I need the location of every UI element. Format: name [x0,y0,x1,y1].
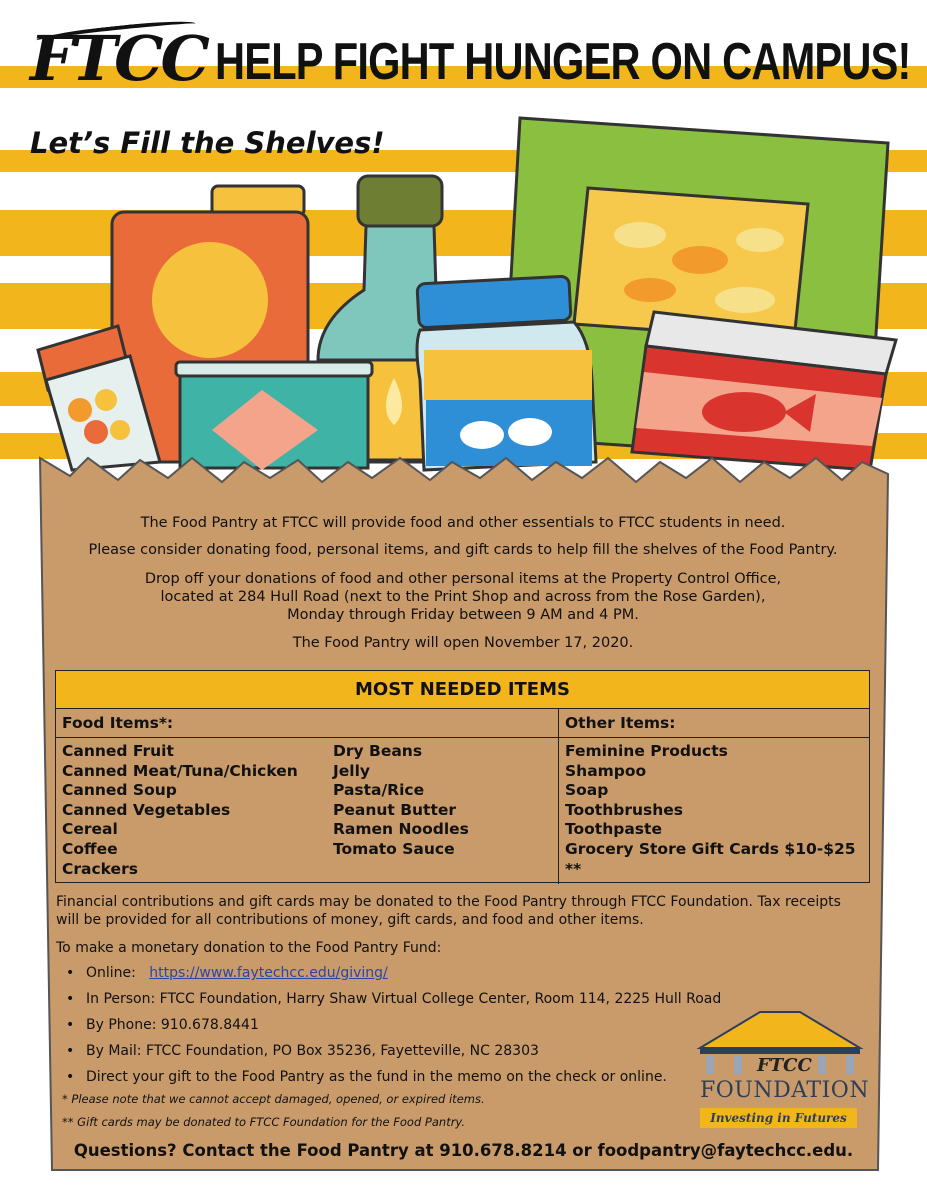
online-label: Online: [86,965,136,981]
page-subtitle: Let’s Fill the Shelves! [30,126,385,160]
list-item: Shampoo [565,761,647,780]
list-item: Crackers [62,859,138,878]
donation-intro: To make a monetary donation to the Food Pantry Fund: [56,940,442,956]
intro-paragraph-3b: located at 284 Hull Road (next to the Print Shop and across from the Rose Garden), [160,589,766,605]
list-item: Toothbrushes [565,800,684,819]
list-item: Pasta/Rice [333,781,425,800]
list-item: Coffee [62,839,118,858]
bullet-icon: • [66,1043,75,1059]
list-item: Tomato Sauce [333,839,455,858]
list-item: Dry Beans [333,742,423,760]
intro-paragraph-3c: Monday through Friday between 9 AM and 4 PM. [287,607,639,623]
list-item: Grocery Store Gift Cards $10-$25 ** [565,839,856,878]
list-item: Canned Soup [62,781,177,800]
list-item: Canned Vegetables [62,800,231,819]
intro-paragraph-2: Please consider donating food, personal items, and gift cards to help fill the shelves of the Food Pantry. [88,542,838,558]
foundation-tagline: Investing in Futures [700,1108,857,1128]
other-items-header: Other Items: [565,714,676,732]
phone-text: By Phone: 910.678.8441 [86,1017,259,1033]
contact-line: Questions? Contact the Food Pantry at 910.678.8214 or foodpantry@faytechcc.edu. [73,1141,854,1160]
foundation-name: FOUNDATION [700,1078,870,1103]
list-item: Jelly [333,761,371,780]
bullet-icon: • [66,965,75,981]
list-item: Cereal [62,820,118,839]
financial-line-1: Financial contributions and gift cards may be donated to the Food Pantry through FTCC Foundation. Tax receipts [56,894,841,910]
bullet-icon: • [66,991,75,1007]
ftcc-logo: FTCC [30,22,207,95]
intro-paragraph-3a: Drop off your donations of food and other personal items at the Property Control Office, [144,571,782,587]
list-item: Toothpaste [565,820,662,839]
direct-text: Direct your gift to the Food Pantry as the fund in the memo on the check or online. [86,1069,667,1085]
table-title: MOST NEEDED ITEMS [56,671,869,709]
list-item: Canned Meat/Tuna/Chicken [62,761,298,780]
list-item: Ramen Noodles [333,820,469,839]
note-damaged-items: * Please note that we cannot accept damaged, opened, or expired items. [62,1092,485,1106]
page-title: HELP FIGHT HUNGER ON CAMPUS! [215,33,911,91]
list-item: Soap [565,781,609,800]
note-gift-cards: ** Gift cards may be donated to FTCC Foundation for the Food Pantry. [62,1115,465,1129]
financial-line-2: will be provided for all contributions of money, gift cards, and food and other items. [56,912,644,928]
bullet-icon: • [66,1069,75,1085]
giving-link[interactable]: https://www.faytechcc.edu/giving/ [149,965,388,981]
list-item: Canned Fruit [62,742,174,760]
list-item: Peanut Butter [333,800,457,819]
in-person-text: In Person: FTCC Foundation, Harry Shaw Virtual College Center, Room 114, 2225 Hull Road [86,991,722,1007]
list-item: Feminine Products [565,742,728,760]
intro-paragraph-1: The Food Pantry at FTCC will provide food and other essentials to FTCC students in need. [140,515,786,531]
mail-text: By Mail: FTCC Foundation, PO Box 35236, Fayetteville, NC 28303 [86,1043,539,1059]
intro-paragraph-4: The Food Pantry will open November 17, 2020. [292,635,634,651]
food-items-header: Food Items*: [56,709,559,737]
bullet-icon: • [66,1017,75,1033]
foundation-ftcc-logo: FTCC [757,1055,812,1076]
